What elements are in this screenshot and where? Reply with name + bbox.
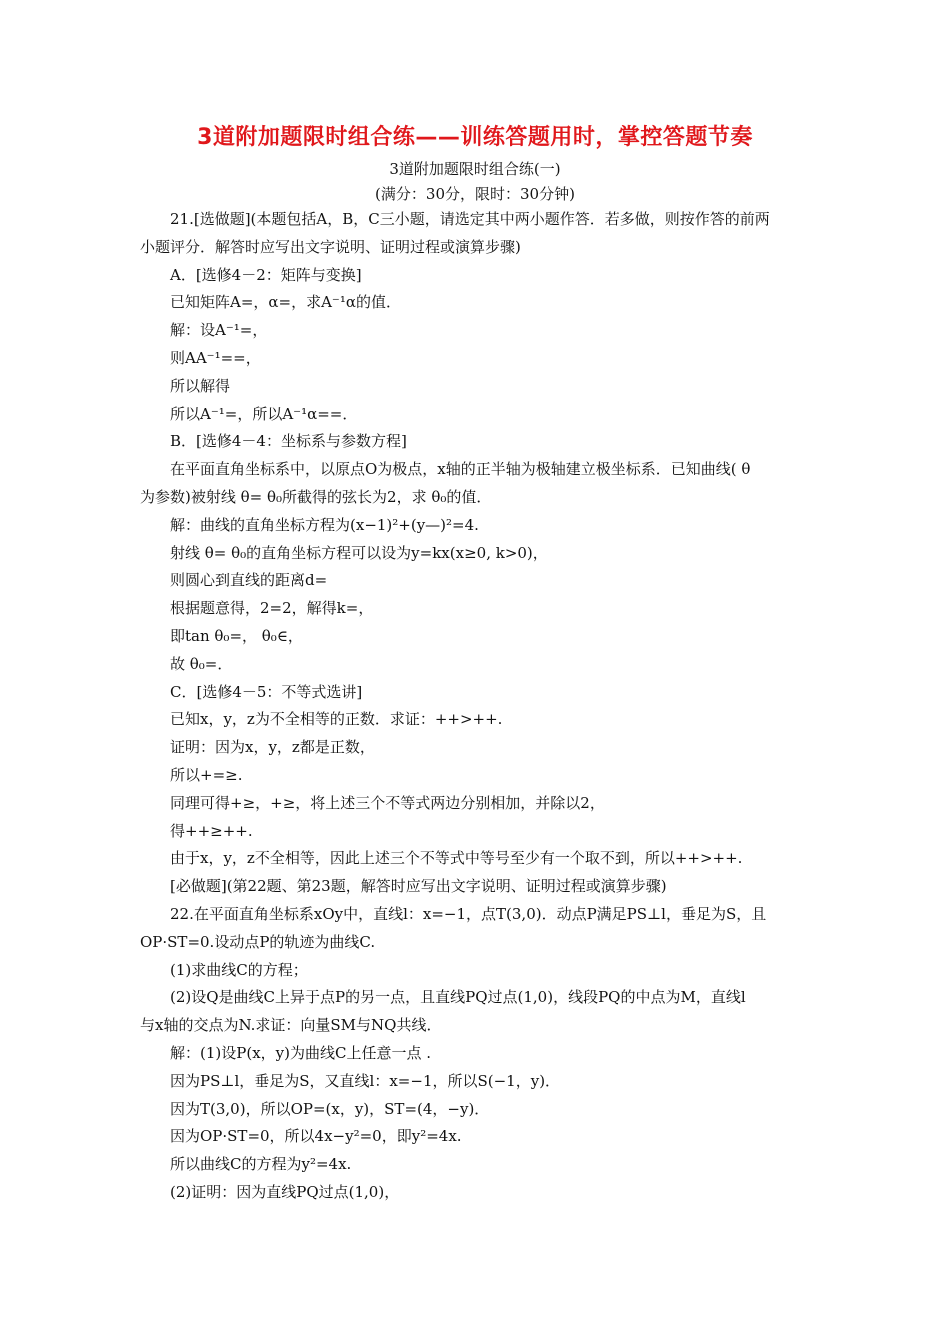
text-line: 故 θ₀=． <box>170 654 233 673</box>
text-line: 与x轴的交点为N.求证：向量SM与NQ共线． <box>140 1016 442 1035</box>
text-line: 射线 θ= θ₀的直角坐标方程可以设为y=kx(x≥0, k>0)， <box>170 543 548 562</box>
text-line: 因为T(3,0)，所以OP=(x，y)，ST=(4，−y)． <box>170 1099 490 1118</box>
text-line: 得++≥++. <box>170 821 253 840</box>
text-line: 所以曲线C的方程为y²=4x. <box>170 1155 352 1174</box>
text-line: 同理可得+≥，+≥，将上述三个不等式两边分别相加，并除以2， <box>170 793 605 812</box>
text-line: 因为OP·ST=0，所以4x−y²=0，即y²=4x. <box>170 1127 462 1146</box>
section-subtitle: 3道附加题限时组合练(一) <box>389 160 561 178</box>
text-line: 已知矩阵A=，α=，求A⁻¹α的值． <box>170 293 401 312</box>
text-line: 解：曲线的直角坐标方程为(x−1)²+(y—)²=4. <box>170 515 479 534</box>
text-line: C．[选修4－5：不等式选讲] <box>170 682 363 701</box>
text-line: B．[选修4－4：坐标系与参数方程] <box>170 432 407 451</box>
text-line: 因为PS⊥l，垂足为S，又直线l：x=−1，所以S(−1，y)． <box>170 1071 561 1090</box>
text-line: OP·ST=0.设动点P的轨迹为曲线C. <box>140 932 376 951</box>
text-line: 所以+=≥. <box>170 765 243 784</box>
document-body <box>140 206 820 1207</box>
score-time-limit: (满分：30分，限时：30分钟) <box>375 185 575 203</box>
text-line: (2)证明：因为直线PQ过点(1,0)， <box>170 1182 400 1201</box>
text-line: 小题评分．解答时应写出文字说明、证明过程或演算步骤) <box>140 237 521 256</box>
text-line: 解：(1)设P(x，y)为曲线C上任意一点 . <box>170 1043 431 1062</box>
text-line: 所以解得 <box>170 376 231 395</box>
page-title: 3道附加题限时组合练——训练答题用时，掌控答题节奏 <box>197 125 753 150</box>
text-line: 则AA⁻¹==， <box>170 348 261 367</box>
text-line: 即tan θ₀=， θ₀∈， <box>170 626 303 645</box>
text-line: (1)求曲线C的方程； <box>170 960 308 979</box>
text-line: 已知x，y，z为不全相等的正数．求证：++>++. <box>170 710 503 729</box>
text-line: 在平面直角坐标系中，以原点O为极点，x轴的正半轴为极轴建立极坐标系．已知曲线( θ <box>170 460 751 479</box>
text-line: 由于x，y，z不全相等，因此上述三个不等式中等号至少有一个取不到，所以++>++. <box>170 849 743 868</box>
text-line: 解：设A⁻¹=， <box>170 321 268 340</box>
text-line: 则圆心到直线的距离d= <box>170 571 328 590</box>
text-line: [必做题](第22题、第23题，解答时应写出文字说明、证明过程或演算步骤) <box>170 877 667 896</box>
text-line: 证明：因为x，y，z都是正数， <box>170 738 375 757</box>
text-line: 根据题意得，2=2，解得k=， <box>170 599 374 618</box>
text-line: 22.在平面直角坐标系xOy中，直线l：x=−1，点T(3,0)．动点P满足PS⊥l，垂足为S，且 <box>170 904 767 923</box>
text-line: 所以A⁻¹=，所以A⁻¹α==． <box>170 404 358 423</box>
text-line: A．[选修4－2：矩阵与变换] <box>170 265 362 284</box>
text-line: 为参数)被射线 θ= θ₀所截得的弦长为2，求 θ₀的值． <box>140 487 492 506</box>
text-line: (2)设Q是曲线C上异于点P的另一点，且直线PQ过点(1,0)，线段PQ的中点为M，直线l <box>170 988 746 1007</box>
text-line: 21.[选做题](本题包括A，B，C三小题，请选定其中两小题作答．若多做，则按作答的前两 <box>170 210 770 228</box>
